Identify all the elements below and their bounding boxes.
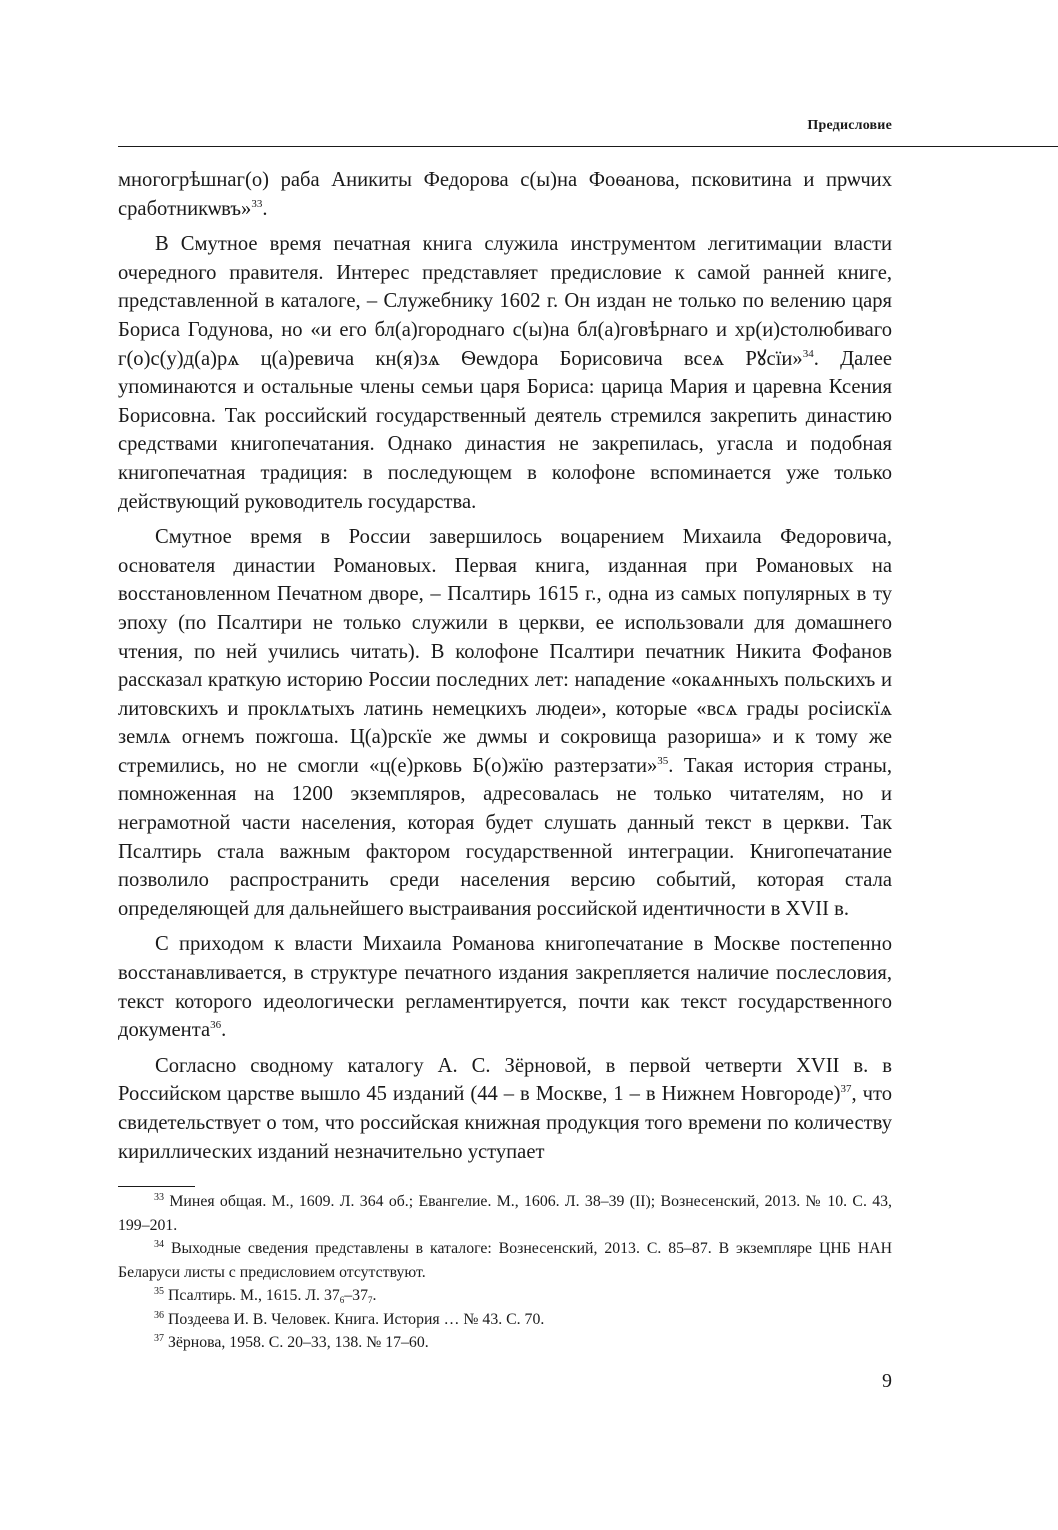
- footnote-ref-36[interactable]: 36: [210, 1019, 222, 1032]
- footnote-ref-33[interactable]: 33: [251, 197, 263, 210]
- footnote-35: [118, 1284, 892, 1308]
- paragraph-text: .: [262, 197, 268, 220]
- footnote-37: [118, 1331, 892, 1355]
- footnote-text: Зёрнова, 1958. С. 20–33, 138. № 17–60.: [167, 1334, 429, 1351]
- footnote-number: 35: [154, 1286, 164, 1297]
- footnote-ref-37[interactable]: 37: [840, 1083, 852, 1096]
- footnote-ref-35[interactable]: 35: [657, 754, 669, 767]
- footnote-33: [118, 1190, 892, 1237]
- main-text: [118, 166, 892, 1166]
- footnote-subscript: 6: [339, 1295, 345, 1305]
- footnote-ref-34[interactable]: 34: [802, 347, 814, 360]
- footnote-text: Псалтирь. М., 1615. Л. 37: [167, 1287, 340, 1304]
- page-number: 9: [882, 1370, 892, 1392]
- paragraph-text: . Такая история страны, помноженная на 1200 экземпляров, адресовалась не только читателям, но и неграмотной части населения, которая будет слушать данный текст в церкви. Так Псалтирь стала важным фактором государственной интеграции. Книгопечатание позволило распространить среди населения версию событий, которая стала определяющей для дальнейшего выстраивания российской идентичности в XVII в.: [118, 754, 892, 920]
- paragraph-text: С приходом к власти Михаила Романова книгопечатание в Москве постепенно восстанавливается, в структуре печатного издания закрепляется наличие послесловия, текст которого идеологически регламентируется, почти как текст государственного документа: [118, 933, 892, 1042]
- paragraph-text: .: [221, 1019, 227, 1042]
- footnote-number: 36: [154, 1309, 164, 1321]
- paragraph: [118, 523, 892, 923]
- footnote-text: .: [372, 1287, 377, 1304]
- paragraph-text: , что свидетельствует о том, что российская книжная продукция того времени по количеству кириллических изданий незначительно уступает: [118, 1083, 893, 1163]
- paragraph: [118, 1052, 892, 1166]
- paragraph-text: В Смутное время печатная книга служила инструментом легитимации власти очередного правителя. Интерес представляет предисловие к самой ранней книге, представленной в каталоге, – Служебнику 1602 г. Он издан не только по велению царя Бориса Годунова, но «и его бл(а)городнаго с(ы)на бл(а)говѣрнаго и хр(и)столюбиваго г(о)с(у)д(а)рѧ ц(а)ревича кн(я)зѧ Ѳеѡдора Борисовича всеѧ Рꙋсїи»: [118, 233, 892, 370]
- footnote-text: Минея общая. М., 1609. Л. 364 об.; Евангелие. М., 1606. Л. 38–39 (II); Вознесенский, 2013. № 10. С. 43, 199–201.: [118, 1193, 893, 1234]
- footnote-36: [118, 1308, 892, 1332]
- footnote-number: 37: [154, 1333, 164, 1344]
- footnote-34: [118, 1237, 892, 1284]
- paragraph-text: . Далее упоминаются и остальные члены семьи царя Бориса: царица Мария и царевна Ксения Борисовна. Так российский государственный деятель стремился закрепить династию средствами книгопечатания. Однако династия не закрепилась, угасла и подобная книгопечатная традиция: в последующем в колофоне вспоминается уже только действующий руководитель государства.: [118, 347, 892, 513]
- footnote-text: –37: [344, 1287, 368, 1304]
- paragraph-continuation: [118, 166, 892, 223]
- footnote-number: 34: [154, 1239, 164, 1250]
- running-head: Предисловие: [807, 118, 892, 133]
- footnote-text: Выходные сведения представлены в каталоге: Вознесенский, 2013. С. 85–87. В экземпляре ЦНБ НАН Беларуси листы с предисловием отсутствуют.: [118, 1240, 893, 1281]
- paragraph-text: Согласно сводному каталогу А. С. Зёрновой, в первой четверти XVII в. в Российском царстве вышло 45 изданий (44 – в Москве, 1 – в Нижнем Новгороде): [118, 1054, 892, 1106]
- paragraph: [118, 930, 892, 1044]
- footnote-subscript: 7: [367, 1295, 373, 1305]
- footnote-number: 33: [154, 1192, 164, 1203]
- footnotes: [118, 1190, 892, 1355]
- footnote-text: Поздеева И. В. Человек. Книга. История … № 43. С. 70.: [167, 1310, 545, 1328]
- footnote-rule: [118, 1186, 195, 1187]
- paragraph-text: многогрѣшнаг(о) раба Аникиты Федорова с(ы)на Фоѳанова, псковитина и прѡчих сработникѡвъ»: [118, 169, 892, 220]
- header-rule: [118, 146, 1058, 147]
- paragraph-text: Смутное время в России завершилось воцарением Михаила Федоровича, основателя династии Романовых. Первая книга, изданная при Романовых на восстановленном Печатном дворе, – Псалтирь 1615 г., одна из самых популярных в ту эпоху (по Псалтири не только служили в церкви, ее использовали для домашнего чтения, по ней учились читать). В колофоне Псалтири печатник Никита Фофанов рассказал краткую историю России последних лет: нападение «окаѧнныхъ польскихъ и литовскихъ и проклѧтыхъ латинь немецкихъ людеи», которые «всѧ грады росiискїѧ землѧ огнемъ пожгоша. Ц(а)рскїе же дѡмы и сокровища разориша» и к тому же стремились, но не смогли «ц(е)рковь Б(о)жїю разтерзати»: [118, 526, 892, 777]
- paragraph: [118, 230, 892, 516]
